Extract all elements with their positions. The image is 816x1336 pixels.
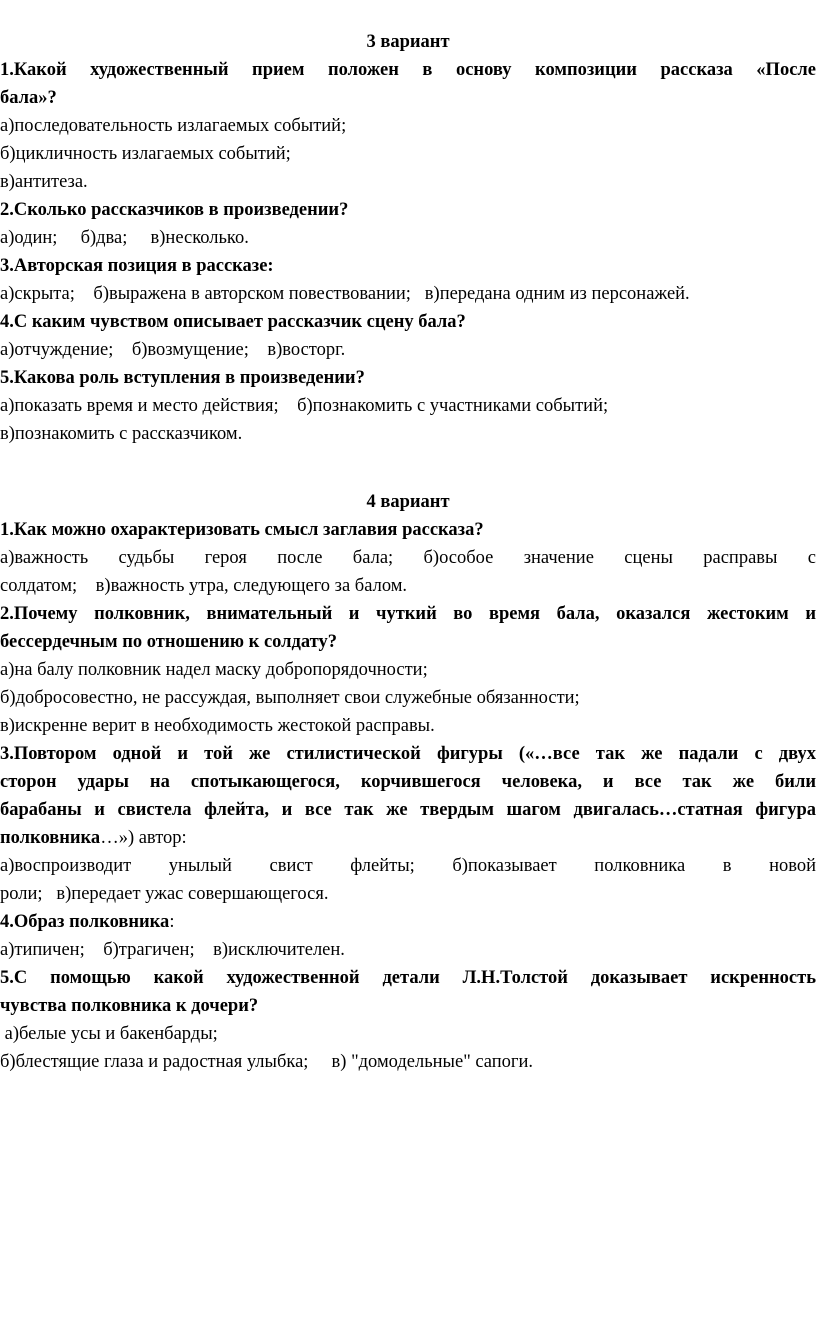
v4-question-1: 1.Как можно охарактеризовать смысл заглавия рассказа? bbox=[0, 520, 484, 540]
v3-question-1-option-c: в)антитеза. bbox=[0, 172, 88, 192]
v4-question-5-line-1: 5.С помощью какой художественной детали Л.Н.Толстой доказывает искренность bbox=[0, 968, 816, 988]
v3-question-5: 5.Какова роль вступления в произведении? bbox=[0, 368, 365, 388]
v4-question-2-line-2: бессердечным по отношению к солдату? bbox=[0, 632, 338, 652]
v4-question-3-line-4-rest: …») автор: bbox=[100, 828, 187, 848]
v3-question-4: 4.С каким чувством описывает рассказчик сцену бала? bbox=[0, 312, 466, 332]
v3-question-1-option-b: б)цикличность излагаемых событий; bbox=[0, 144, 291, 164]
v4-question-3-line-1: 3.Повтором одной и той же стилистической фигуры («…все так же падали с двух bbox=[0, 744, 816, 764]
variant-3-section bbox=[0, 28, 816, 448]
v4-question-3-line-4 bbox=[0, 824, 816, 852]
v4-question-3-line-2: сторон удары на спотыкающегося, корчившегося человека, и все так же били bbox=[0, 772, 816, 792]
variant-4-section bbox=[0, 488, 816, 1076]
v3-question-1-line-2: бала»? bbox=[0, 88, 57, 108]
v4-question-2-option-c: в)искренне верит в необходимость жестокой расправы. bbox=[0, 716, 435, 736]
section-gap bbox=[0, 448, 816, 488]
v3-question-3-options: а)скрыта; б)выражена в авторском повествовании; в)передана одним из персонажей. bbox=[0, 284, 690, 304]
v4-question-4-colon: : bbox=[169, 912, 175, 932]
v4-question-4 bbox=[0, 908, 816, 936]
v4-question-2-option-b: б)добросовестно, не рассуждая, выполняет свои служебные обязанности; bbox=[0, 688, 580, 708]
variant-3-title: 3 вариант bbox=[366, 32, 450, 52]
v3-question-1-line-1: 1.Какой художественный прием положен в основу композиции рассказа «После bbox=[0, 60, 816, 80]
v3-question-3: 3.Авторская позиция в рассказе: bbox=[0, 256, 274, 276]
variant-4-title: 4 вариант bbox=[366, 492, 450, 512]
v4-question-2-line-1: 2.Почему полковник, внимательный и чуткий во время бала, оказался жестоким и bbox=[0, 604, 816, 624]
v4-question-5-option-a: а)белые усы и бакенбарды; bbox=[0, 1024, 218, 1044]
v4-question-1-options-line-1: а)важность судьбы героя после бала; б)особое значение сцены расправы с bbox=[0, 548, 816, 568]
v4-question-4-bold: 4.Образ полковника bbox=[0, 912, 170, 932]
v3-question-2: 2.Сколько рассказчиков в произведении? bbox=[0, 200, 349, 220]
v4-question-1-options-line-2: солдатом; в)важность утра, следующего за балом. bbox=[0, 576, 408, 596]
v3-question-2-options: а)один; б)два; в)несколько. bbox=[0, 228, 249, 248]
v4-question-5-line-2: чувства полковника к дочери? bbox=[0, 996, 259, 1016]
v3-question-1-option-a: а)последовательность излагаемых событий; bbox=[0, 116, 347, 136]
v4-question-3-line-3: барабаны и свистела флейта, и все так же твердым шагом двигалась…статная фигура bbox=[0, 800, 816, 820]
v3-question-4-options: а)отчуждение; б)возмущение; в)восторг. bbox=[0, 340, 346, 360]
v3-question-5-option-c: в)познакомить с рассказчиком. bbox=[0, 424, 243, 444]
v4-question-2-option-a: а)на балу полковник надел маску добропорядочности; bbox=[0, 660, 428, 680]
v4-question-3-line-4-bold: полковника bbox=[0, 828, 101, 848]
v4-question-3-options-line-1: а)воспроизводит унылый свист флейты; б)показывает полковника в новой bbox=[0, 856, 816, 876]
v4-question-3-options-line-2: роли; в)передает ужас совершающегося. bbox=[0, 884, 329, 904]
v4-question-4-options: а)типичен; б)трагичен; в)исключителен. bbox=[0, 940, 345, 960]
v3-question-5-options: а)показать время и место действия; б)познакомить с участниками событий; bbox=[0, 396, 609, 416]
v4-question-5-options-bc: б)блестящие глаза и радостная улыбка; в) "домодельные" сапоги. bbox=[0, 1052, 534, 1072]
